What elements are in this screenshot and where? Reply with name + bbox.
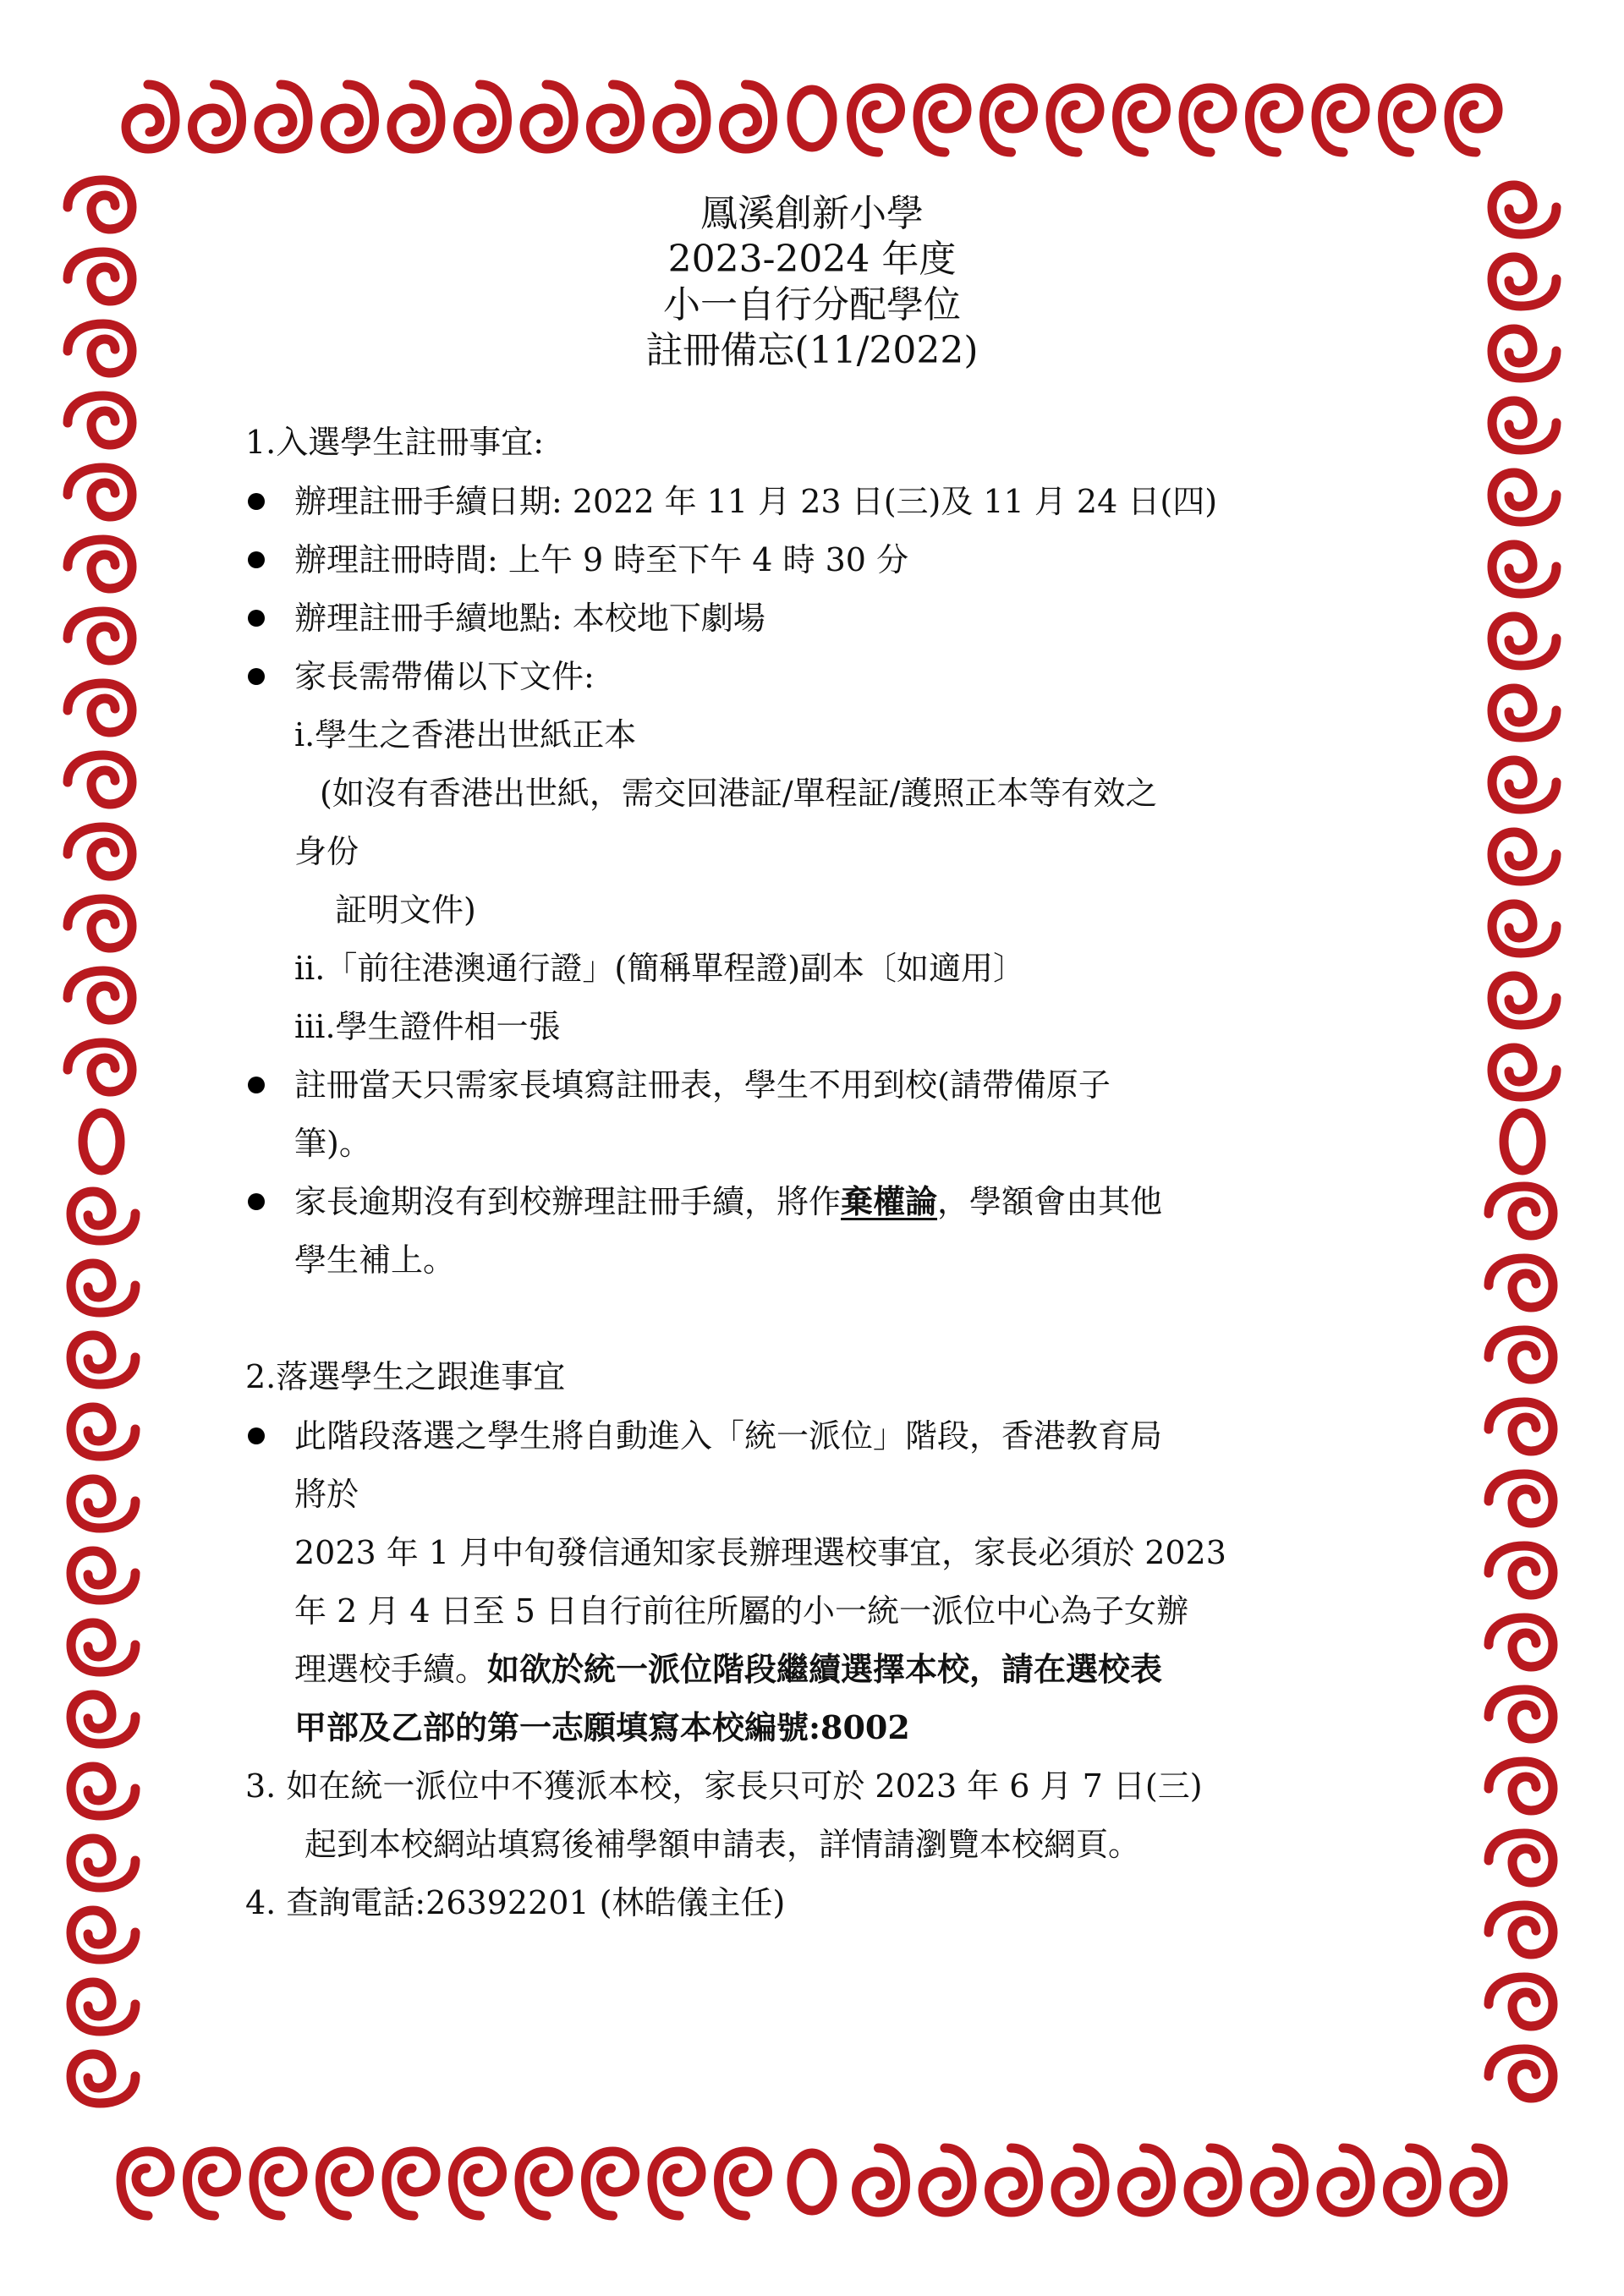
bullet-icon xyxy=(248,668,265,685)
bullet-icon xyxy=(248,1077,265,1093)
school-name: 鳳溪創新小學 xyxy=(700,192,924,235)
registration-venue: 辦理註冊手續地點: 本校地下劇場 xyxy=(294,600,765,637)
allocation-paragraph-5: 理選校手續。如欲於統一派位階段繼續選擇本校，請在選校表 xyxy=(294,1650,1163,1688)
late-registration-note: 家長逾期沒有到校辦理註冊手續，將作棄權論，學額會由其他 xyxy=(294,1182,1163,1220)
registration-time: 辦理註冊時間: 上午 9 時至下午 4 時 30 分 xyxy=(294,541,909,578)
section3-line2: 起到本校網站填寫後補學額申請表，詳情請瀏覽本校網頁。 xyxy=(304,1826,1141,1863)
document-item-i: i.學生之香港出世紙正本 xyxy=(294,716,637,753)
document-item-iii: iii.學生證件相一張 xyxy=(294,1008,561,1045)
academic-year: 2023-2024 年度 xyxy=(667,238,957,281)
bullet-icon xyxy=(248,1427,265,1444)
document-item-ii: ii.「前往港澳通行證」(簡稱單程證)副本〔如適用〕 xyxy=(294,950,1026,987)
school-choice-emphasis: 如欲於統一派位階段繼續選擇本校，請在選校表 xyxy=(487,1650,1163,1688)
programme-title: 小一自行分配學位 xyxy=(663,283,961,326)
document-item-i-note-cont: 身份 xyxy=(294,833,359,870)
registration-day-note: 註冊當天只需家長填寫註冊表，學生不用到校(請帶備原子 xyxy=(294,1066,1111,1104)
document-item-i-note: (如沒有香港出世紙，需交回港証/單程証/護照正本等有效之 xyxy=(320,775,1158,812)
document-item-i-note-end: 証明文件) xyxy=(335,891,476,929)
bullet-icon xyxy=(248,551,265,568)
allocation-paragraph-2: 將於 xyxy=(294,1476,359,1513)
section1-heading: 1.入選學生註冊事宜: xyxy=(245,424,545,461)
memo-title: 註冊備忘(11/2022) xyxy=(645,329,979,372)
school-code-line: 甲部及乙部的第一志願填寫本校編號:8002 xyxy=(294,1708,910,1746)
allocation-paragraph-1: 此階段落選之學生將自動進入「統一派位」階段，香港教育局 xyxy=(294,1417,1163,1455)
registration-date: 辦理註冊手續日期: 2022 年 11 月 23 日(三)及 11 月 24 日(四) xyxy=(294,483,1218,520)
late-registration-note-cont: 學生補上。 xyxy=(294,1241,456,1279)
registration-day-note-cont: 筆)。 xyxy=(294,1125,371,1162)
bullet-icon xyxy=(248,610,265,627)
allocation-paragraph-3: 2023 年 1 月中旬發信通知家長辦理選校事宜，家長必須於 2023 xyxy=(294,1534,1226,1571)
section2-heading: 2.落選學生之跟進事宜 xyxy=(245,1358,566,1395)
enquiry-phone: 4. 查詢電話:26392201 (林皓儀主任) xyxy=(245,1884,786,1921)
forfeit-emphasis: 棄權論 xyxy=(841,1182,938,1220)
allocation-paragraph-4: 年 2 月 4 日至 5 日自行前往所屬的小一統一派位中心為子女辦 xyxy=(294,1592,1189,1630)
documents-heading: 家長需帶備以下文件: xyxy=(294,658,595,695)
bullet-icon xyxy=(248,493,265,510)
bullet-icon xyxy=(248,1193,265,1210)
section3-line1: 3. 如在統一派位中不獲派本校，家長只可於 2023 年 6 月 7 日(三) xyxy=(245,1767,1203,1805)
